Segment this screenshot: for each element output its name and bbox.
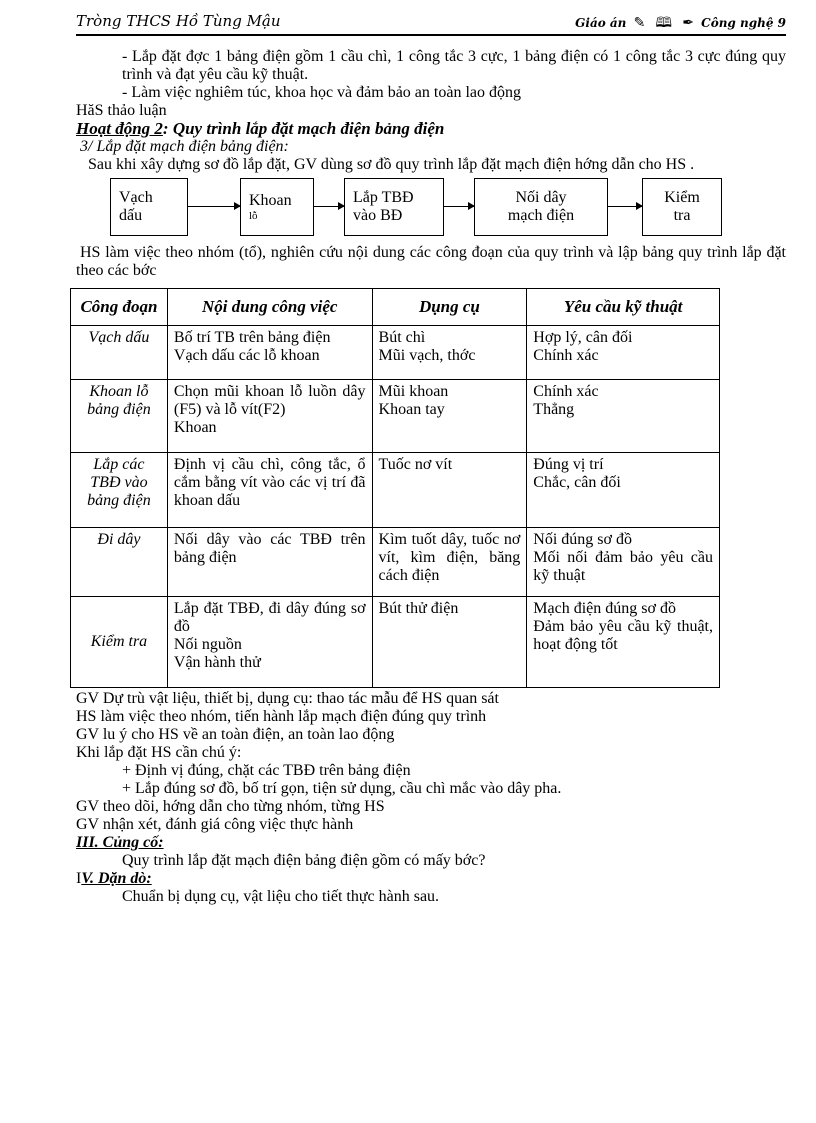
flow-step-label: vào BĐ [353,207,403,224]
cell-line: Đi dây [97,531,141,548]
after-table-line: GV Dự trù vật liệu, thiết bị, dụng cụ: thao tác mẫu để HS quan sát [76,690,499,707]
cell-line: bảng điện [87,492,151,509]
content-cell [167,380,372,453]
column-header: Nội dung công việc [167,289,372,326]
flow-step-label: Kiểm [664,189,700,206]
objective-line-1: - Lắp đặt đợc 1 bảng điện gồm 1 cầu chì, 1 công tắc 3 cực, 1 bảng điện có 1 công tắc 3 cực đúng quy trình và đạt yêu cầu kỹ thuật. [122,48,786,83]
section-homework-text: Chuẩn bị dụng cụ, vật liệu cho tiết thực hành sau. [122,888,440,905]
table-header-row [71,289,720,326]
tools-cell [372,326,527,380]
content-cell [167,597,372,688]
cell-line: Vận hành thử [173,654,261,671]
flow-step-label: Nối dây [515,189,567,206]
requirements-cell [527,528,720,597]
activity-paragraph: Sau khi xây dựng sơ đồ lắp đặt, GV dùng sơ đồ quy trình lắp đặt mạch điện hớng dẫn cho HS . [88,156,695,173]
supervision-line: GV theo dõi, hớng dẫn cho từng nhóm, từng HS [76,798,385,815]
pen-icon: ✎ [633,15,646,31]
cell-line: bảng điện [87,401,151,418]
cell-line: Đảm bảo yêu cầu kỹ thuật, hoạt động tốt [533,618,713,653]
after-table-line: Khi lắp đặt HS cần chú ý: [76,744,242,761]
cell-line: Vạch dấu các lỗ khoan [173,347,320,364]
cell-line: Đúng vị trí [533,456,604,473]
requirements-cell [527,380,720,453]
cell-line: Chọn mũi khoan lỗ luồn dây (F5) và lỗ vít(F2) [173,383,366,418]
activity-title-label: Hoạt động 2 [76,119,163,138]
stage-cell [71,380,168,453]
process-flow-diagram [76,178,786,244]
tools-cell [372,380,527,453]
stage-cell [71,326,168,380]
page-header [76,8,786,36]
section-homework-prefix: I [76,870,82,887]
content-cell [167,453,372,528]
document-body [76,48,786,906]
flow-arrow [608,206,642,207]
table-row [71,326,720,380]
flow-step-label: Khoan [249,192,292,209]
cell-line: Định vị cầu chì, công tắc, ổ cắm bằng vít vào các vị trí đã khoan dấu [173,456,366,509]
flow-step-label: Vạch [119,189,153,206]
flow-arrow [188,206,240,207]
cell-line: Khoan [173,419,217,436]
cell-line: Bút thử điện [378,600,459,617]
column-header: Yêu cầu kỹ thuật [527,289,720,326]
tools-cell [372,597,527,688]
cell-line: Mối nối đảm bảo yêu cầu kỹ thuật [533,549,713,584]
activity-subtitle: 3/ Lắp đặt mạch điện bảng điện: [80,138,289,155]
cell-line: Khoan tay [378,401,445,418]
flow-arrow [314,206,344,207]
flow-step-check [642,178,722,236]
objective-line-2: - Làm việc nghiêm túc, khoa học và đảm bảo an toàn lao động [122,84,521,101]
table-row [71,380,720,453]
school-name: Tròng THCS Hồ Tùng Mậu [76,12,281,30]
stage-cell [71,528,168,597]
flow-step-label: tra [673,207,691,224]
requirements-cell [527,453,720,528]
flow-step-label: dấu [119,207,143,224]
cell-line: Hợp lý, cân đối [533,329,633,346]
cell-line: Mũi vạch, thớc [378,347,476,364]
activity-title [76,120,786,138]
flow-step-label: Lắp TBĐ [353,189,414,206]
cell-line: Khoan lỗ [89,383,149,400]
cell-line: TBĐ vào [90,474,148,491]
flow-step-mount [344,178,444,236]
cell-line: Kiểm tra [90,633,148,650]
table-row [71,528,720,597]
requirements-cell [527,326,720,380]
quill-icon: ✒ [682,15,694,31]
cell-line: Lắp các [93,456,145,473]
activity-title-text: : Quy trình lắp đặt mạch điện bảng điện [162,119,445,138]
flow-step-mark [110,178,188,236]
procedure-table [70,288,720,688]
section-homework-title [76,870,786,888]
cell-line: Nối dây vào các TBĐ trên bảng điện [173,531,366,566]
table-row [71,453,720,528]
column-header: Dụng cụ [372,289,527,326]
cell-line: Kìm tuốt dây, tuốc nơ vít, kìm điện, băng cách điện [378,531,521,584]
cell-line: Nối đúng sơ đồ [533,531,632,548]
tools-cell [372,453,527,528]
cell-line: Chắc, cân đối [533,474,621,491]
stage-cell [71,453,168,528]
content-cell [167,528,372,597]
stage-cell [71,597,168,688]
lesson-plan-label: Giáo án [575,16,627,30]
cell-line: Lắp đặt TBĐ, đi dây đúng sơ đồ [173,600,366,635]
content-cell [167,326,372,380]
cell-line: Chính xác [533,383,599,400]
flow-step-drill [240,178,314,236]
subject-label: Công nghệ 9 [701,16,786,30]
discussion-line: HăS thảo luận [76,102,167,119]
cell-line: Chính xác [533,347,599,364]
after-table-line: HS làm việc theo nhóm, tiến hành lắp mạch điện đúng quy trình [76,708,487,725]
header-right [575,14,786,32]
cell-line: Mũi khoan [378,383,449,400]
flow-step-wire [474,178,608,236]
cell-line: Bút chì [378,329,426,346]
section-homework-label: V. Dặn dò: [81,870,152,887]
note-line: + Định vị đúng, chặt các TBĐ trên bảng điện [122,762,411,779]
cell-line: Tuốc nơ vít [378,456,453,473]
column-header: Công đoạn [71,289,168,326]
table-row [71,597,720,688]
group-work-text: HS làm việc theo nhóm (tổ), nghiên cứu nội dung các công đoạn của quy trình và lập bảng quy trình lắp đặt theo các bớc [76,244,786,279]
cell-line: Mạch điện đúng sơ đồ [533,600,676,617]
cell-line: Thẳng [533,401,575,418]
book-icon: 🕮 [655,15,673,31]
supervision-line: GV nhận xét, đánh giá công việc thực hành [76,816,354,833]
flow-step-label: mạch điện [507,207,575,224]
after-table-line: GV lu ý cho HS về an toàn điện, an toàn lao động [76,726,395,743]
cell-line: Bố trí TB trên bảng điện [173,329,331,346]
requirements-cell [527,597,720,688]
cell-line: Vạch dấu [88,329,150,346]
cell-line: Nối nguồn [173,636,242,653]
section-consolidation-text: Quy trình lắp đặt mạch điện bảng điện gồm có mấy bớc? [122,852,486,869]
note-line: + Lắp đúng sơ đồ, bố trí gọn, tiện sử dụng, cầu chì mắc vào dây pha. [122,780,562,797]
flow-step-label: lỗ [249,210,258,222]
tools-cell [372,528,527,597]
section-consolidation-title: III. Củng cố: [76,834,164,851]
flow-arrow [444,206,474,207]
